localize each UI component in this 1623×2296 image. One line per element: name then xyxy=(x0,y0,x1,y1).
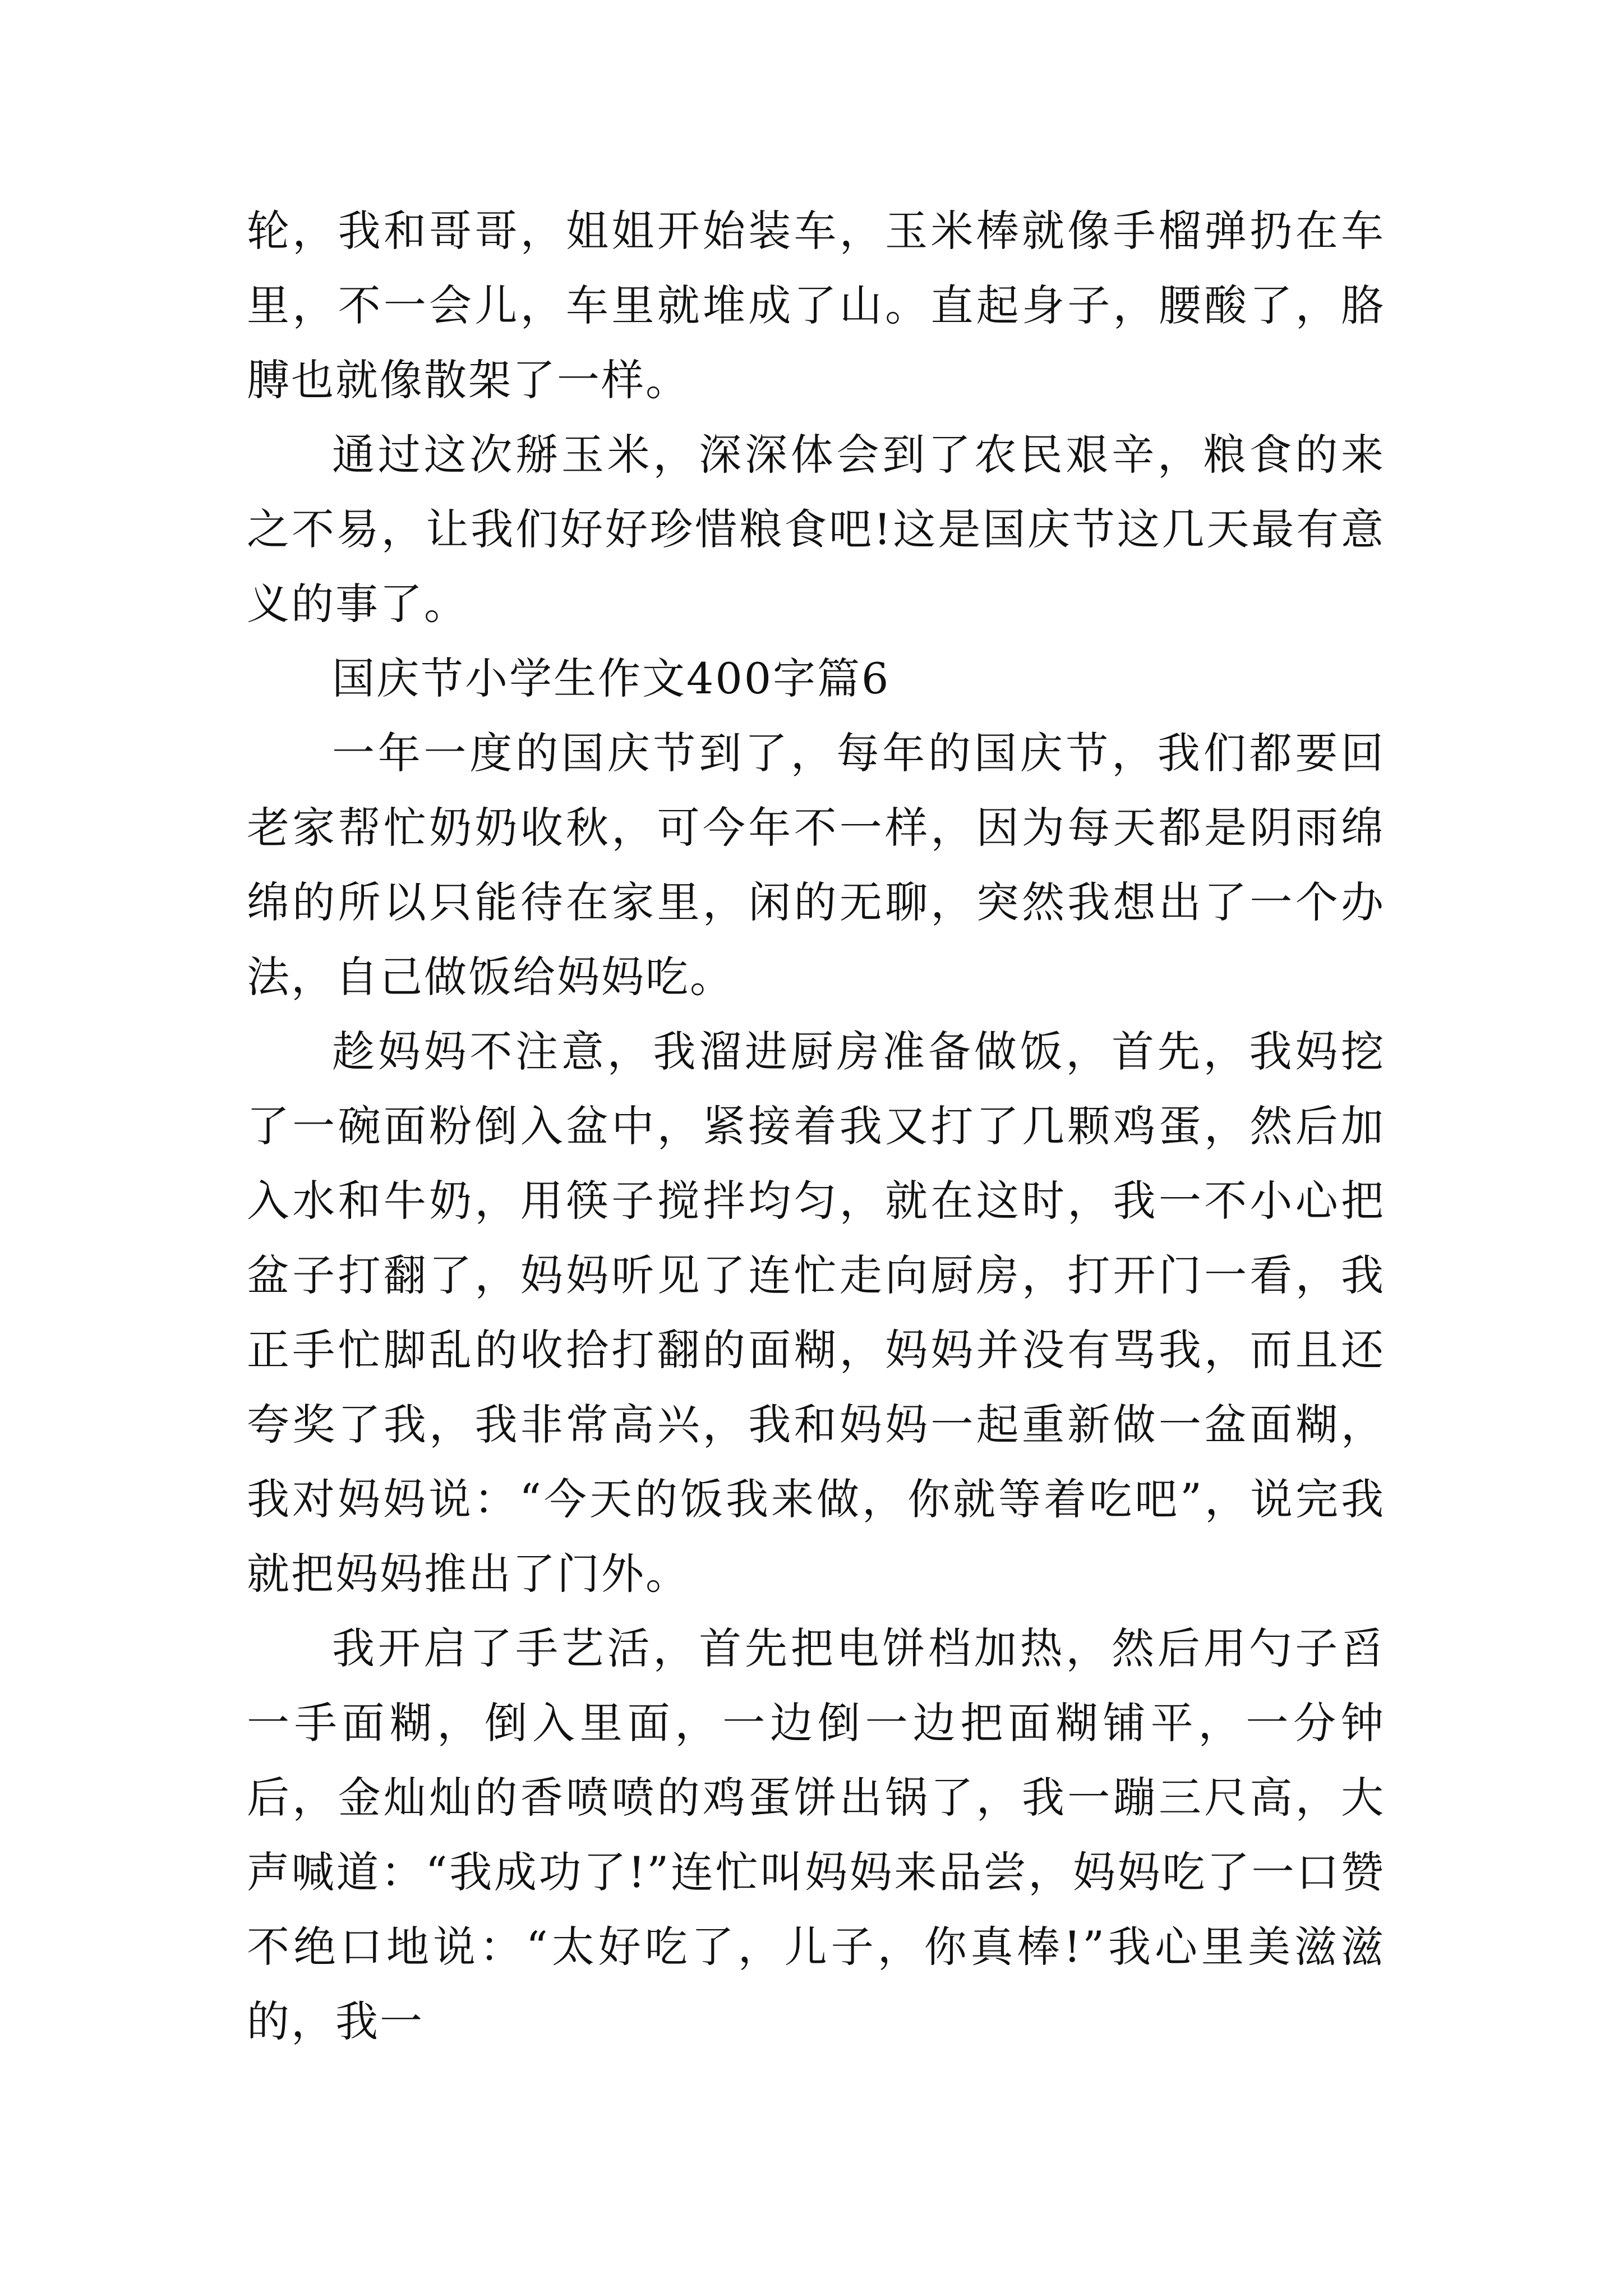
paragraph-cooking: 趁妈妈不注意，我溜进厨房准备做饭，首先，我妈挖了一碗面粉倒入盆中，紧接着我又打了几颗鸡蛋，然后加入水和牛奶，用筷子搅拌均匀，就在这时，我一不小心把盆子打翻了，妈妈听见了连忙走向厨房，打开门一看，我正手忙脚乱的收拾打翻的面糊，妈妈并没有骂我，而且还夸奖了我，我非常高兴，我和妈妈一起重新做一盆面糊，我对妈妈说：“今天的饭我来做，你就等着吃吧”，说完我就把妈妈推出了门外。 xyxy=(247,1027,1385,1599)
paragraph-success: 我开启了手艺活，首先把电饼档加热，然后用勺子舀一手面糊，倒入里面，一边倒一边把面糊铺平，一分钟后，金灿灿的香喷喷的鸡蛋饼出锅了，我一蹦三尺高，大声喊道：“我成功了!”连忙叫妈妈来品尝，妈妈吃了一口赞不绝口地说：“太好吃了，儿子，你真棒!”我心里美滋滋的，我一 xyxy=(247,1623,1385,2046)
paragraph-continuation: 轮，我和哥哥，姐姐开始装车，玉米棒就像手榴弹扔在车里，不一会儿，车里就堆成了山。直起身子，腰酸了，胳膊也就像散架了一样。 xyxy=(247,206,1385,405)
essay-body xyxy=(247,194,1385,2059)
paragraph-conclusion: 通过这次掰玉米，深深体会到了农民艰辛，粮食的来之不易，让我们好好珍惜粮食吧!这是国庆节这几天最有意义的事了。 xyxy=(247,430,1385,629)
essay-heading: 国庆节小学生作文400字篇6 xyxy=(332,654,891,703)
paragraph-intro: 一年一度的国庆节到了，每年的国庆节，我们都要回老家帮忙奶奶收秋，可今年不一样，因为每天都是阴雨绵绵的所以只能待在家里，闲的无聊，突然我想出了一个办法，自己做饭给妈妈吃。 xyxy=(247,728,1385,1002)
